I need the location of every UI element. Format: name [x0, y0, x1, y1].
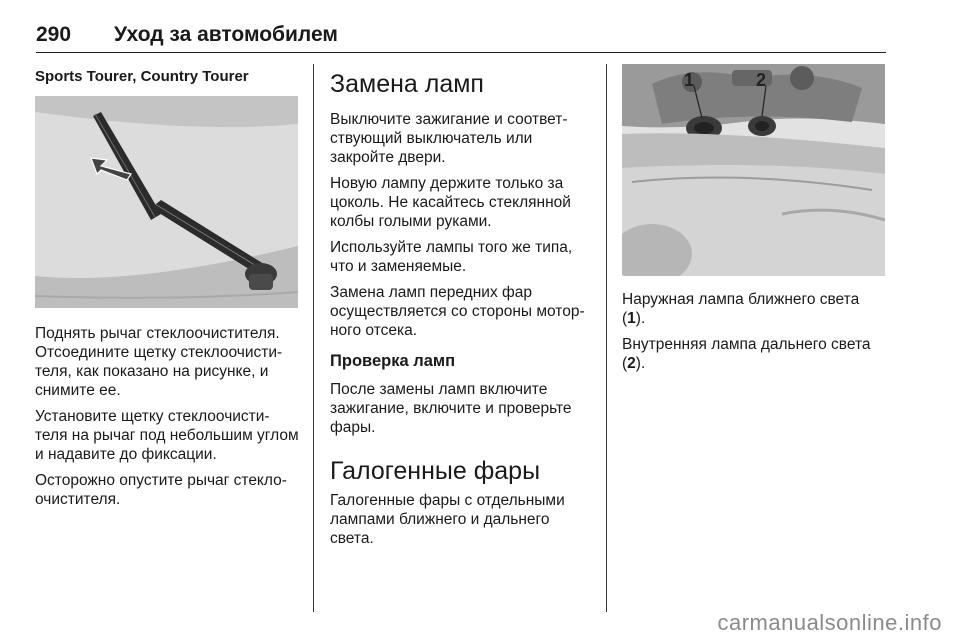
subsection-heading: Проверка ламп: [330, 352, 456, 370]
legend-item: [622, 335, 887, 373]
running-title: Уход за автомобилем: [114, 23, 338, 46]
legend-item: [622, 290, 887, 328]
callout-label: 2: [756, 70, 767, 90]
column-divider: [606, 64, 607, 612]
paragraph: Поднять рычаг стеклоочистителя. Отсоедините щетку стеклоочисти-теля, как показано на рисунке, и снимите ее.: [35, 325, 283, 399]
left-column: [35, 62, 300, 516]
column-divider: [313, 64, 314, 612]
paragraph: Замена ламп передних фар осуществляется со стороны мотор-ного отсека.: [330, 284, 585, 339]
middle-column: [330, 64, 595, 555]
paragraph: Новую лампу держите только за цоколь. Не касайтесь стеклянной колбы голыми руками.: [330, 175, 571, 230]
page-header: [36, 20, 886, 53]
paragraph: После замены ламп включите зажигание, включите и проверьте фары.: [330, 381, 572, 436]
paragraph: Используйте лампы того же типа, что и заменяемые.: [330, 239, 573, 275]
headlamp-illustration: [622, 64, 885, 276]
legend-number: 2: [627, 355, 636, 372]
legend-open: (: [622, 310, 628, 327]
legend-close: ).: [635, 355, 646, 372]
section-heading: Галогенные фары: [330, 457, 541, 485]
section-heading: Замена ламп: [330, 70, 484, 98]
paragraph: Установите щетку стеклоочисти-теля на рычаг под небольшим углом и надавите до фиксации.: [35, 408, 299, 463]
watermark: carmanualsonline.info: [717, 610, 942, 635]
callout-label: 1: [684, 70, 695, 90]
figure-caption: Sports Tourer, Country Tourer: [35, 68, 249, 85]
page-number: 290: [36, 23, 72, 46]
wiper-illustration: [35, 96, 298, 308]
legend-close: ).: [635, 310, 646, 327]
paragraph: Осторожно опустите рычаг стекло-очистителя.: [35, 472, 287, 508]
paragraph: Галогенные фары с отдельными лампами ближнего и дальнего света.: [330, 492, 565, 547]
legend-open: (: [622, 355, 628, 372]
right-column: [622, 64, 887, 380]
legend-text: Внутренняя лампа дальнего света: [622, 336, 871, 353]
legend-number: 1: [627, 310, 636, 327]
legend-text: Наружная лампа ближнего света: [622, 291, 860, 308]
paragraph: Выключите зажигание и соответ-ствующий выключатель или закройте двери.: [330, 111, 568, 166]
